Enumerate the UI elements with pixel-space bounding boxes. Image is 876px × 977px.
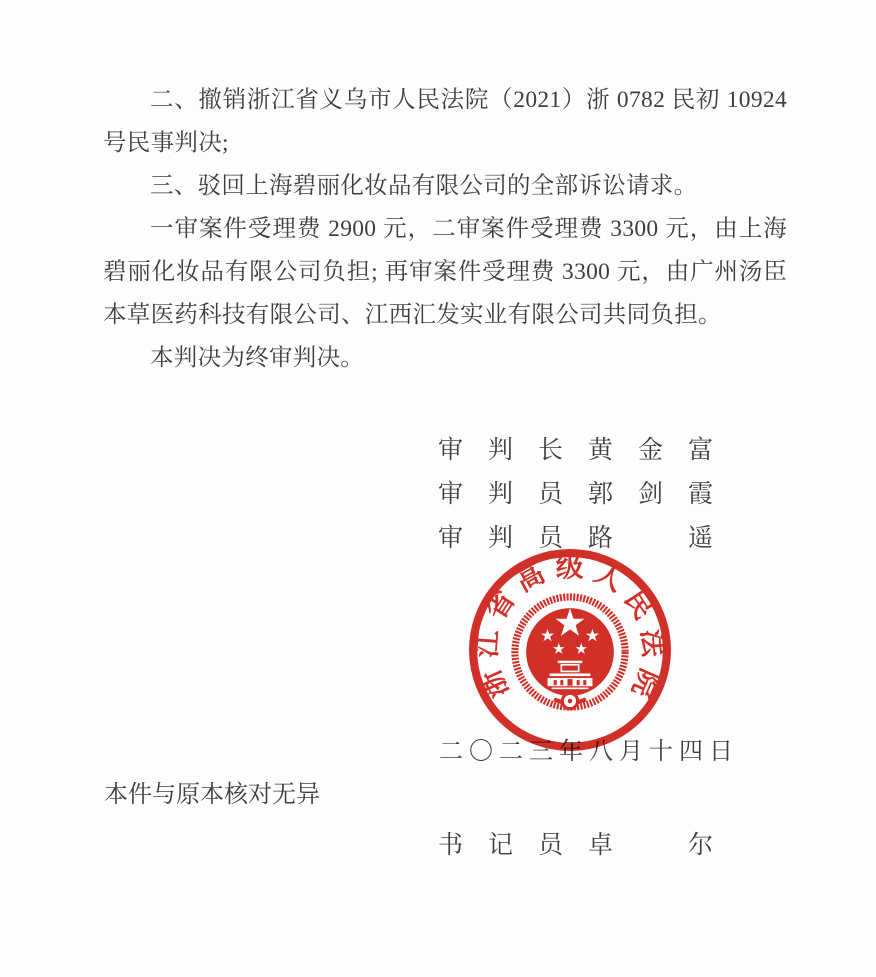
- clerk-signature-block: [438, 824, 713, 868]
- judge-name: 黄 金 富: [588, 437, 714, 464]
- court-seal: [468, 548, 672, 752]
- judges-signature-block: [438, 429, 713, 561]
- fee-allocation-paragraph: 一审案件受理费 2900 元，二审案件受理费 3300 元，由上海碧丽化妆品有限公司负担; 再审案件受理费 3300 元，由广州汤臣本草医药科技有限公司、江西汇发实业有限公司共同负担。: [103, 216, 787, 328]
- emblem-disc: [526, 608, 614, 696]
- ruling-item-3: 三、驳回上海碧丽化妆品有限公司的全部诉讼请求。: [150, 173, 698, 199]
- emblem-star-large: [555, 608, 584, 636]
- clerk-row: [438, 824, 713, 868]
- final-judgment-note: 本判决为终审判决。: [150, 345, 365, 371]
- emblem-star-small: [541, 629, 554, 641]
- court-seal-graphic: [468, 548, 672, 752]
- clerk-role-label: 书 记 员: [438, 832, 564, 859]
- judge-name: 路 遥: [588, 525, 714, 552]
- emblem-wreath: [515, 597, 625, 707]
- judgment-date: 二〇二三年八月十四日: [439, 739, 739, 765]
- judge-role-label: 审 判 长: [438, 437, 564, 464]
- judge-role-label: 审 判 员: [438, 481, 564, 508]
- national-emblem: [515, 597, 625, 709]
- emblem-star-small: [553, 643, 565, 654]
- copy-verification-note: 本件与原本核对无异: [104, 782, 320, 808]
- emblem-tiananmen: [548, 661, 593, 689]
- seal-court-name: 浙江省高级人民法院: [470, 551, 670, 703]
- seal-outer-ring: [470, 551, 670, 747]
- emblem-gear: [553, 693, 586, 708]
- emblem-star-small: [575, 643, 587, 654]
- ruling-item-2: 二、撤销浙江省义乌市人民法院（2021）浙 0782 民初 10924 号民事判决;: [103, 87, 787, 156]
- judge-role-label: 审 判 员: [438, 525, 564, 552]
- seal-court-name-text: [471, 552, 669, 703]
- judge-row: [438, 473, 713, 517]
- emblem-star-small: [586, 629, 599, 641]
- judgment-body: [103, 79, 787, 380]
- clerk-name: 卓 尔: [588, 832, 714, 859]
- judge-row: [438, 517, 713, 561]
- judge-name: 郭 剑 霞: [588, 481, 714, 508]
- presiding-judge-row: [438, 429, 713, 473]
